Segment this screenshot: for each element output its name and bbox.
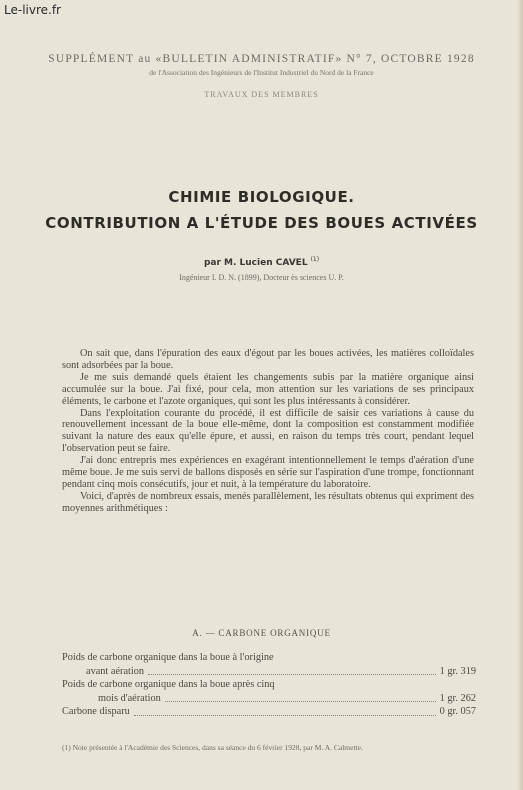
association-line: de l'Association des Ingénieurs de l'Institut Industriel du Nord de la France	[149, 68, 374, 77]
article-title-line2: CONTRIBUTION A L'ÉTUDE DES BOUES ACTIVÉES	[45, 214, 478, 232]
result-label-cont: mois d'aération	[98, 692, 161, 704]
result-label: Poids de carbone organique dans la boue après cinq	[62, 679, 275, 690]
author-name: par M. Lucien CAVEL	[203, 258, 308, 268]
leader-dots	[165, 700, 436, 702]
result-value: 0 gr. 057	[439, 706, 476, 717]
result-label-cont: avant aération	[86, 665, 145, 677]
watermark: Le-livre.fr	[4, 3, 61, 17]
result-value: 1 gr. 319	[439, 665, 476, 677]
bulletin-header: SUPPLÉMENT au «BULLETIN ADMINISTRATIF» N° 7, OCTOBRE 1928	[48, 53, 475, 65]
result-label: Poids de carbone organique dans la boue à l'origine	[62, 652, 274, 663]
results-list	[62, 651, 476, 719]
author-affiliation: Ingénieur I. D. N. (1899), Docteur ès sciences U. P.	[179, 273, 344, 282]
section-heading: A. — CARBONE ORGANIQUE	[192, 628, 331, 638]
author-line	[0, 256, 523, 268]
result-value: 1 gr. 262	[439, 692, 476, 704]
paragraph: Voici, d'après de nombreux essais, menés parallèlement, les résultats obtenus qui expriment des moyennes arithmétiques :	[62, 490, 474, 514]
result-row	[62, 692, 476, 706]
paragraph: Dans l'exploitation courante du procédé, il est difficile de saisir ces variations à cause du renouvellement incessant de la boue elle-même, dont la composition est constamment modifiée suivant la nature des eaux qu'elle épure, et aussi, en raison du temps très court, pendant lequel l'observation peut se faire.	[62, 407, 474, 455]
paragraph: Je me suis demandé quels étaient les changements subis par la matière organique ainsi accumulée sur la boue. J'ai fixé, pour cela, mon attention sur les variations de ses principaux éléments, le carbone et l'azote organiques, qui sont les plus intéressants à considérer.	[62, 371, 474, 407]
footnote: (1) Note présentée à l'Académie des Sciences, dans sa séance du 6 février 1928, par M. A. Calmette.	[62, 743, 363, 752]
paragraph: J'ai donc entrepris mes expériences en exagérant intentionnellement le temps d'aération d'une même boue. Je me suis servi de ballons disposés en série sur l'aspiration d'une trompe, fonctionnant pendant cinq mois consécutifs, jour et nuit, à la température du laboratoire.	[62, 455, 474, 490]
result-row	[62, 665, 476, 679]
result-row	[62, 705, 476, 719]
result-row-label	[62, 651, 476, 665]
article-title-line1: CHIMIE BIOLOGIQUE.	[168, 188, 355, 206]
page-edge-shadow	[517, 0, 523, 790]
leader-dots	[148, 673, 436, 675]
section-label: TRAVAUX DES MEMBRES	[204, 90, 319, 99]
paragraph: On sait que, dans l'épuration des eaux d'égout par les boues activées, les matières colloïdales sont adsorbées par la boue.	[62, 348, 474, 371]
author-note-mark: (1)	[310, 256, 320, 263]
body-text	[62, 348, 474, 515]
leader-dots	[134, 714, 436, 716]
result-row-label	[62, 678, 476, 692]
result-label: Carbone disparu	[62, 706, 130, 717]
